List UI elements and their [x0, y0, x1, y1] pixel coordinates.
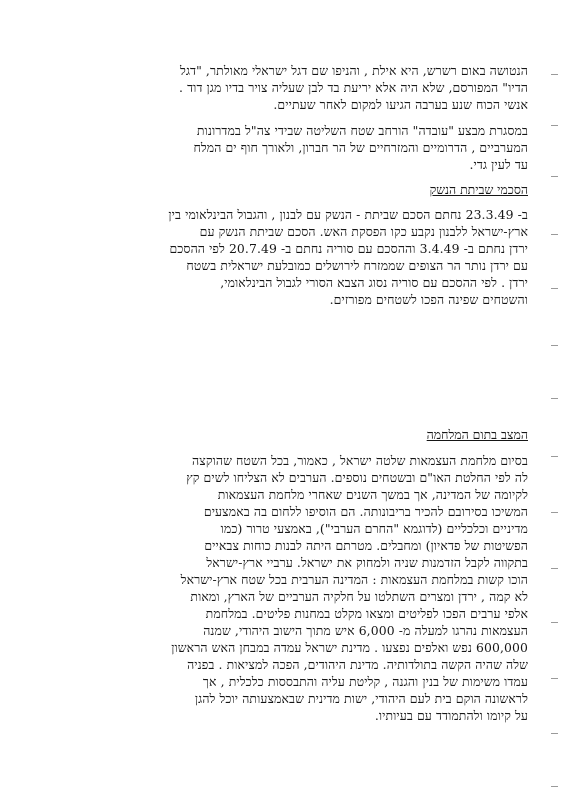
paragraph-3-line: והשטחים שפינה הפכו לשטחים מפורזים.: [329, 292, 528, 307]
paragraph-4-line: העצמאות נהרגו למעלה מ- 6,000 איש מתוך הישוב היהודי, שמנה: [203, 623, 528, 638]
margin-tick: [551, 678, 558, 679]
paragraph-3-line: ב- 23.3.49 נחתם הסכם שביתת - הנשק עם לבנון , והגבול הבינלאומי בין: [168, 207, 528, 222]
paragraph-4-line: לקיומה של המדינה, אך במשך השנים שאחרי מלחמת העצמאות: [217, 487, 528, 502]
paragraph-4-line: הפשיטות של פדאיון) ומחבלים. מטרתם היתה לבנות כוחות צבאיים: [204, 538, 528, 553]
margin-tick: [551, 74, 558, 75]
paragraph-4-line: לראשונה הוקם בית לעם היהודי, ישות מדינית שבאמצעותה יוכל להגן: [194, 691, 528, 706]
paragraph-1-line: הדיו" המפורסם, שלא היה אלא יריעת בד לבן שעליה צויר בדיו מגן דוד .: [179, 80, 528, 95]
paragraph-4-line: עמדו משימות של בנין והגנה , קליטת עליה והתבססות כלכלית , אך: [202, 674, 528, 689]
paragraph-3-line: עם ירדן נותר הר הצופים שממזרח לירושלים כמובלעת ישראלית בשטח: [186, 258, 528, 273]
paragraph-3-line: ירדן נחתם ב- 3.4.49 וההסכם עם סוריה נחתם ב- 20.7.49 לפי ההסכם: [169, 241, 528, 256]
paragraph-1-line: הנטושה באום רשרש, היא אילת , והניפו שם דגל ישראלי מאולתר, "דגל: [179, 63, 528, 78]
margin-tick: [551, 568, 558, 569]
paragraph-3-line: ירדן . לפי ההסכם עם סוריה נסוג הצבא הסורי לגבול הבינלאומי,: [220, 275, 528, 290]
paragraph-2-line: המערביים , הדרומיים והמזרחיים של הר חברון, ולאורך חוף ים המלח: [193, 140, 528, 155]
paragraph-4-line: לא קמה , ירדן ומצרים השתלטו על חלקיה הערביים של הארץ, ומאות: [190, 589, 528, 604]
paragraph-4-line: בסיום מלחמת העצמאות שלטה ישראל , כאמור, בכל השטח שהוקצה: [192, 453, 528, 468]
margin-tick: [551, 456, 558, 457]
paragraph-4-line: המשיכו בסירובם להכיר בריבונותה. הם הוסיפו ללחום בה באמצעים: [203, 504, 528, 519]
paragraph-4-line: אלפי ערבים הפכו לפליטים ומצאו מקלט במחנות פליטים. במלחמת: [205, 606, 528, 621]
paragraph-2-line: במסגרת מבצע "עובדה" הורחב שטח השליטה שבידי צה"ל במדרונות: [196, 123, 528, 138]
margin-tick: [551, 234, 558, 235]
margin-tick: [551, 125, 558, 126]
paragraph-4-line: 600,000 נפש ואלפים נפצעו . מדינת ישראל עמדה במבחן האש הראשון: [171, 640, 528, 655]
paragraph-4-line: לה לפי החלטת האו"ם ובשטחים נוספים. הערבים לא הצליחו לשים קץ: [186, 470, 528, 485]
paragraph-4-line: בתקווה לקבל הזדמנות שניה ולמחוק את ישראל. ערביי ארץ-ישראל: [206, 555, 528, 570]
paragraph-1-line: אנשי הכוח שנע בערבה הגיעו למקום לאחר שעתיים.: [273, 97, 528, 112]
paragraph-4-line: מדיניים וכלכליים (לדוגמא "החרם הערבי"), באמצעי טרור (כמו: [220, 521, 528, 536]
paragraph-4-line: שלה שהיה הקשה בתולדותיה. מדינת היהודים, הפכה למציאות . בפניה: [187, 657, 528, 672]
paragraph-4-line: הוכו קשות במלחמת העצמאות : המדינה הערבית בכל שטח ארץ-ישראל: [180, 572, 528, 587]
margin-tick: [551, 288, 558, 289]
margin-tick: [551, 176, 558, 177]
section-heading-armistice: הסכמי שביתת הנשק: [429, 182, 528, 197]
paragraph-4-line: על קיומו ולהתמודד עם בעיותיו.: [374, 708, 528, 723]
margin-tick: [551, 512, 558, 513]
paragraph-2-line: עד לעין גדי.: [469, 157, 528, 172]
margin-tick: [551, 345, 558, 346]
margin-tick: [551, 733, 558, 734]
paragraph-3-line: ארץ-ישראל ללבנון נקבע כקו הפסקת האש. הסכם שביתת הנשק עם: [199, 224, 528, 239]
section-heading-end-of-war: המצב בתום המלחמה: [426, 427, 528, 442]
margin-tick: [551, 622, 558, 623]
margin-tick: [551, 786, 558, 787]
margin-tick: [551, 398, 558, 399]
